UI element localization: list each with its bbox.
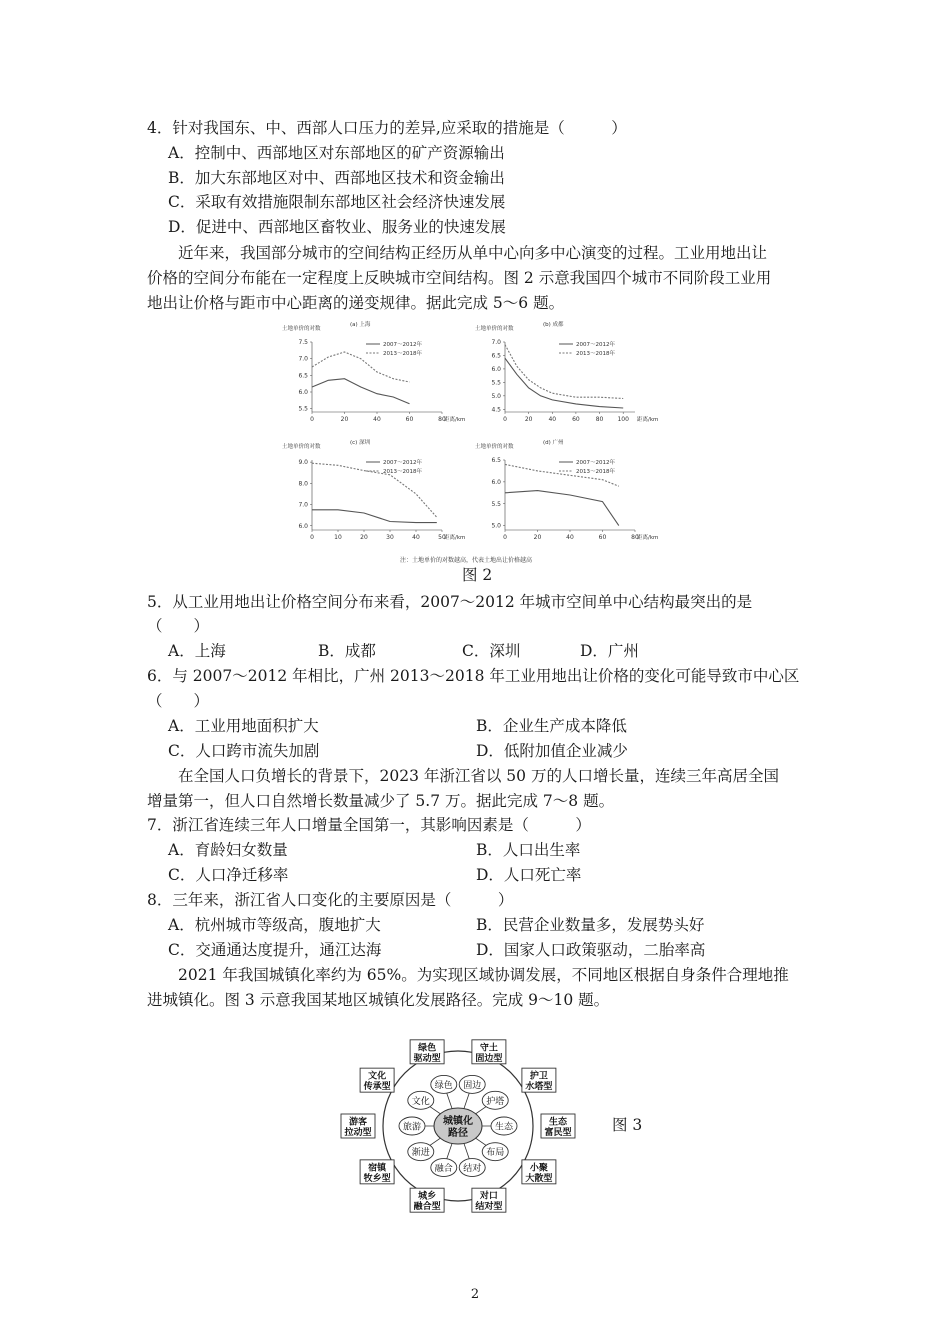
y-tick-label: 7.0 [298, 501, 308, 509]
q4-option-a: A．控制中、西部地区对东部地区的矿产资源输出 [168, 144, 505, 162]
q8-option-c: C．交通通达度提升，通江达海 [168, 941, 382, 959]
inner-node-label: 融合 [434, 1164, 453, 1175]
figure-3-diagram [320, 1028, 600, 1228]
x-tick-label: 40 [373, 416, 381, 423]
x-tick-label: 40 [548, 416, 557, 423]
q6-option-c: C．人口跨市流失加剧 [168, 742, 320, 760]
x-tick-label: 60 [405, 416, 414, 423]
intro-910-line-2: 进城镇化。图 3 示意我国某地区城镇化发展路径。完成 9～10 题。 [147, 991, 610, 1009]
y-tick-label: 9.0 [298, 459, 308, 467]
legend-label: 2013～2018年 [383, 469, 422, 475]
intro-78-line-2: 增量第一，但人口自然增长数量减少了 5.7 万。据此完成 7～8 题。 [147, 792, 615, 810]
x-axis-label: 距离/km [637, 417, 659, 423]
q6-option-d: D．低附加值企业减少 [476, 742, 628, 760]
inner-node-label: 固边 [463, 1080, 482, 1091]
chart-panel-1 [475, 320, 658, 423]
figure-2-note: 注：土地单价的对数越高，代表土地出让价格越高 [400, 557, 533, 564]
chart-title: (d) 广州 [543, 440, 564, 446]
x-tick-label: 20 [524, 416, 533, 423]
outer-box-label-line-1: 宿镇 [368, 1163, 387, 1174]
x-tick-label: 0 [310, 416, 314, 423]
intro-78-line-1: 在全国人口负增长的背景下，2023 年浙江省以 50 万的人口增长量，连续三年高居全国 [178, 767, 779, 785]
inner-node-label: 文化 [411, 1096, 430, 1107]
y-axis-label: 土地单价的对数 [475, 444, 514, 450]
x-tick-label: 0 [310, 534, 314, 541]
chart-panel-0 [282, 320, 465, 423]
outer-box-label-line-2: 水塔型 [525, 1082, 553, 1093]
x-tick-label: 60 [598, 534, 607, 541]
figure-2-charts [280, 318, 660, 568]
outer-box-label-line-2: 富民型 [544, 1128, 572, 1138]
intro-910-line-1: 2021 年我国城镇化率约为 65%。为实现区域协调发展，不同地区根据自身条件合理地推 [178, 966, 789, 984]
x-tick-label: 40 [412, 534, 420, 541]
inner-node-label: 旅游 [402, 1122, 422, 1133]
x-tick-label: 40 [566, 534, 574, 541]
x-tick-label: 50 [438, 534, 446, 541]
chart-title: (c) 深圳 [350, 440, 371, 446]
figure-3-caption: 图 3 [612, 1116, 643, 1134]
q7-option-c: C．人口净迁移率 [168, 866, 289, 884]
y-axis-label: 土地单价的对数 [282, 444, 321, 450]
x-axis-label: 距离/km [637, 535, 659, 541]
y-tick-label: 5.0 [491, 522, 501, 530]
q5-stem: 5．从工业用地出让价格空间分布来看，2007～2012 年城市空间单中心结构最突出的是 [147, 593, 753, 611]
x-tick-label: 80 [631, 534, 639, 541]
legend-label: 2007～2012年 [576, 460, 615, 466]
intro-56-line-2: 价格的空间分布能在一定程度上反映城市空间结构。图 2 示意我国四个城市不同阶段工业用 [147, 269, 772, 287]
outer-box-label-line-1: 游客 [348, 1117, 368, 1128]
y-tick-label: 6.5 [491, 457, 501, 464]
q5-option-d: D．广州 [580, 642, 639, 660]
legend-label: 2013～2018年 [576, 351, 615, 357]
y-tick-label: 5.5 [298, 405, 308, 413]
outer-box-label-line-1: 护卫 [529, 1071, 548, 1082]
q4-stem: 4．针对我国东、中、西部人口压力的差异,应采取的措施是（ ） [147, 119, 627, 137]
q7-option-a: A．育龄妇女数量 [168, 841, 288, 859]
series-line-0 [312, 510, 437, 523]
y-tick-label: 5.5 [491, 500, 501, 508]
outer-box-label-line-1: 城乡 [418, 1191, 437, 1202]
outer-box-label-line-2: 大散型 [525, 1173, 553, 1184]
q5-option-c: C．深圳 [462, 642, 521, 660]
outer-box-label-line-2: 传承型 [363, 1082, 391, 1093]
intro-56-line-1: 近年来，我国部分城市的空间结构正经历从单中心向多中心演变的过程。工业用地出让 [178, 244, 768, 262]
y-tick-label: 6.0 [298, 522, 308, 530]
x-tick-label: 0 [503, 416, 507, 423]
y-tick-label: 7.5 [298, 339, 308, 346]
q8-stem: 8．三年来，浙江省人口变化的主要原因是（ ） [147, 891, 514, 909]
outer-box-label-line-2: 固边型 [475, 1053, 503, 1064]
q5-bracket: （ ） [147, 617, 210, 635]
chart-title: (a) 上海 [350, 322, 371, 328]
outer-box-label-line-2: 结对型 [475, 1202, 503, 1213]
series-line-0 [505, 358, 623, 408]
outer-box-label-line-1: 对口 [479, 1191, 498, 1202]
q4-option-b: B．加大东部地区对中、西部地区技术和资金输出 [168, 169, 505, 187]
inner-node-label: 生态 [494, 1122, 514, 1133]
q7-option-b: B．人口出生率 [476, 841, 581, 859]
series-line-0 [312, 379, 410, 404]
legend-label: 2013～2018年 [383, 351, 422, 357]
y-tick-label: 6.0 [491, 478, 501, 486]
q4-option-d: D．促进中、西部地区畜牧业、服务业的快速发展 [168, 218, 506, 236]
q4-option-c: C．采取有效措施限制东部地区社会经济快速发展 [168, 193, 506, 211]
legend-label: 2007～2012年 [383, 460, 422, 466]
x-axis-label: 距离/km [444, 417, 466, 423]
y-tick-label: 7.0 [491, 339, 501, 346]
y-tick-label: 6.0 [491, 365, 501, 373]
chart-panel-3 [475, 438, 658, 541]
figure-2-caption: 图 2 [462, 566, 493, 584]
inner-node-label: 渐进 [411, 1148, 430, 1159]
y-tick-label: 4.5 [491, 406, 501, 414]
inner-node-label: 布局 [486, 1148, 505, 1159]
legend-label: 2013～2018年 [576, 469, 615, 475]
outer-box-label-line-2: 驱动型 [413, 1053, 441, 1064]
outer-box-label-line-1: 文化 [368, 1071, 387, 1082]
x-tick-label: 30 [386, 534, 394, 541]
q7-stem: 7．浙江省连续三年人口增量全国第一，其影响因素是（ ） [147, 816, 591, 834]
page-number: 2 [470, 1287, 480, 1302]
x-tick-label: 20 [533, 534, 542, 541]
outer-box-label-line-2: 融合型 [413, 1202, 441, 1213]
q5-option-a: A．上海 [168, 642, 226, 660]
center-label-line-2: 路径 [448, 1128, 468, 1139]
q8-option-d: D．国家人口政策驱动，二胎率高 [476, 941, 706, 959]
y-tick-label: 7.0 [298, 355, 308, 363]
outer-box-label-line-1: 绿色 [418, 1043, 437, 1054]
outer-box-label-line-1: 生态 [548, 1117, 568, 1128]
outer-box-label-line-1: 守土 [479, 1043, 498, 1054]
x-tick-label: 20 [340, 416, 349, 423]
y-axis-label: 土地单价的对数 [475, 326, 514, 332]
q6-option-a: A．工业用地面积扩大 [168, 717, 319, 735]
inner-node-label: 结对 [463, 1164, 482, 1175]
x-tick-label: 0 [503, 534, 507, 541]
y-tick-label: 6.5 [491, 352, 501, 360]
intro-56-line-3: 地出让价格与距市中心距离的递变规律。据此完成 5～6 题。 [147, 294, 565, 312]
x-axis-label: 距离/km [444, 535, 466, 541]
q6-option-b: B．企业生产成本降低 [476, 717, 627, 735]
center-label-line-1: 城镇化 [443, 1116, 473, 1127]
x-tick-label: 80 [595, 416, 604, 423]
series-line-0 [505, 491, 619, 526]
y-axis-label: 土地单价的对数 [282, 326, 321, 332]
outer-box-label-line-2: 拉动型 [344, 1128, 372, 1138]
q8-option-b: B．民营企业数量多，发展势头好 [476, 916, 705, 934]
q6-bracket: （ ） [147, 692, 210, 710]
q5-option-b: B．成都 [318, 642, 376, 660]
y-tick-label: 5.0 [491, 392, 501, 400]
x-tick-label: 60 [572, 416, 580, 423]
y-tick-label: 6.5 [298, 372, 308, 380]
x-tick-label: 10 [334, 534, 342, 541]
x-tick-label: 100 [617, 416, 629, 423]
legend-label: 2007～2012年 [383, 342, 422, 348]
chart-title: (b) 成都 [543, 322, 564, 328]
q8-option-a: A．杭州城市等级高，腹地扩大 [168, 916, 381, 934]
q6-stem: 6．与 2007～2012 年相比，广州 2013～2018 年工业用地出让价格的变化可能导致市中心区 [147, 667, 800, 685]
series-line-1 [505, 464, 619, 486]
y-tick-label: 5.5 [491, 379, 501, 387]
y-tick-label: 8.0 [298, 480, 308, 488]
legend-label: 2007～2012年 [576, 342, 615, 348]
x-tick-label: 20 [360, 534, 368, 541]
y-tick-label: 6.0 [298, 389, 308, 396]
x-tick-label: 80 [438, 416, 446, 423]
chart-panel-2 [282, 438, 465, 541]
outer-box-label-line-1: 小聚 [529, 1163, 548, 1174]
q7-option-d: D．人口死亡率 [476, 866, 582, 884]
inner-node-label: 绿色 [434, 1080, 453, 1091]
inner-node-label: 护塔 [486, 1096, 505, 1107]
outer-box-label-line-2: 牧乡型 [363, 1173, 391, 1184]
